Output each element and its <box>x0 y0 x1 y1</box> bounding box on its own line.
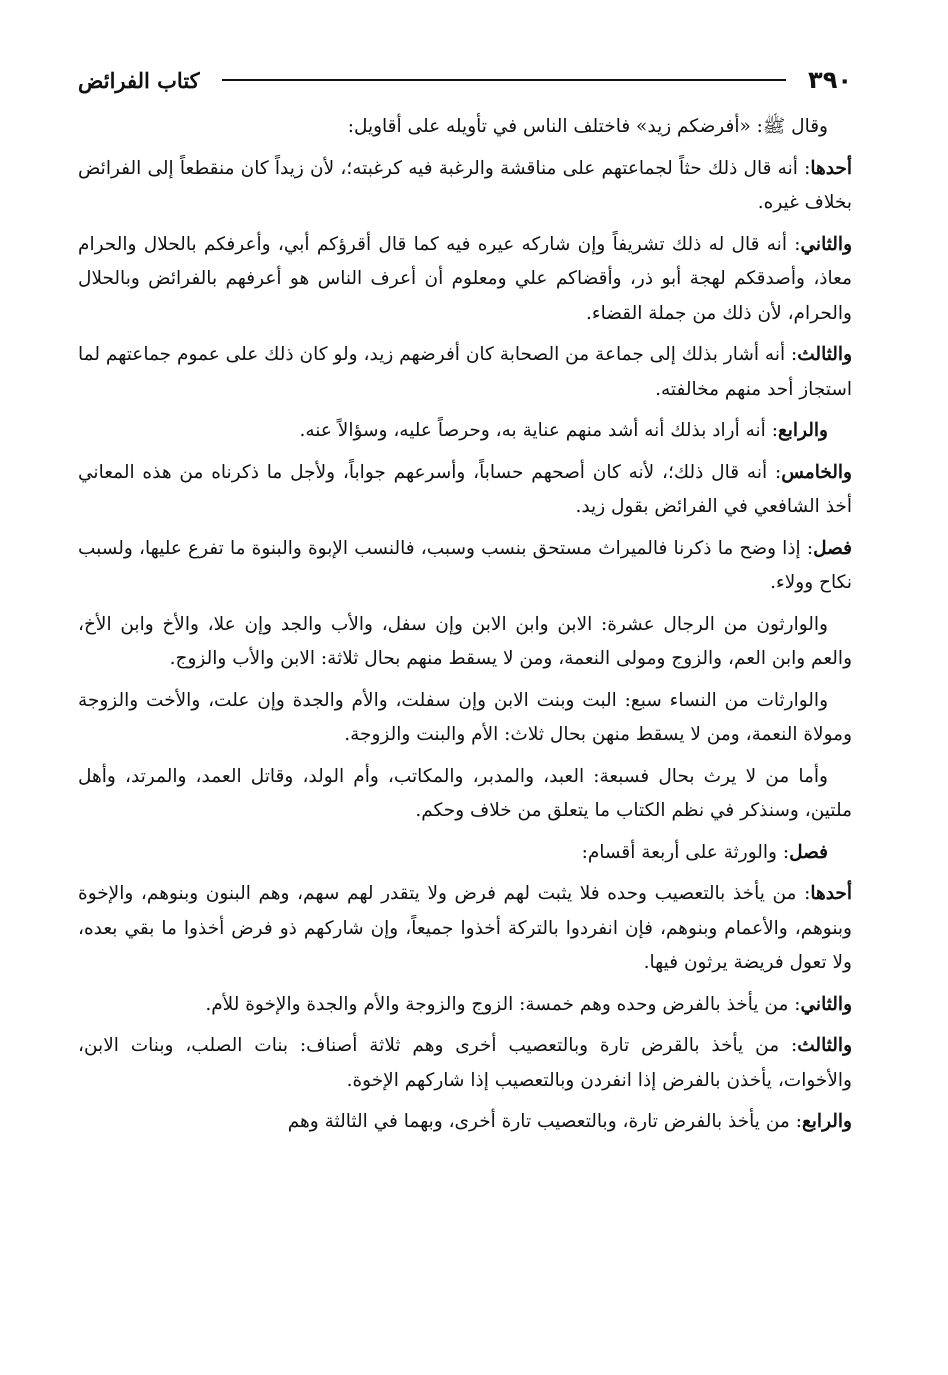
paragraph <box>78 456 852 525</box>
paragraph-lead: والثالث <box>797 344 852 365</box>
paragraph-text: : من يأخذ بالقرض تارة وبالتعصيب أخرى وهم ثلاثة أصناف: بنات الصلب، وبنات الابن، والأخوات، يأخذن بالفرض إذا انفردن وبالتعصيب إذا شاركهم الإخوة. <box>78 1035 852 1091</box>
paragraph <box>78 1105 852 1140</box>
paragraph <box>78 684 852 753</box>
paragraph-text: : أنه أشار بذلك إلى جماعة من الصحابة كان أفرضهم زيد، ولو كان ذلك على عموم جماعتهم لما استجاز أحد منهم مخالفته. <box>78 344 852 400</box>
paragraph-lead: والرابع <box>801 1111 852 1132</box>
paragraph-text: : من يأخذ بالتعصيب وحده فلا يثبت لهم فرض ولا يتقدر لهم سهم، وهم البنون وبنوهم، والإخوة وبنوهم، والأعمام وبنوهم، فإن انفردوا بالتركة أخذوا جميعاً، وإن شاركهم ذو فرض أخذوا ما بقي بعده، ولا تعول فريضة يرثون فيها. <box>78 883 852 973</box>
paragraph-lead: والخامس <box>781 461 852 483</box>
paragraph-text: : أنه قال ذلك حثاً لجماعتهم على مناقشة والرغبة فيه كرغبته؛، لأن زيداً كان منقطعاً إلى الفرائض بخلاف غيره. <box>78 157 852 213</box>
paragraph-text: والوارثات من النساء سبع: البت وبنت الابن وإن سفلت، والأم والجدة وإن علت، والأخت والزوجة ومولاة النعمة، ومن لا يسقط منهن بحال ثلاث: الأم والبنت والزوجة. <box>78 689 852 745</box>
page-header <box>78 58 852 102</box>
paragraph-text: : أنه أراد بذلك أنه أشد منهم عناية به، وحرصاً عليه، وسؤالاً عنه. <box>299 420 778 441</box>
paragraph-text: : من يأخذ بالفرض تارة، وبالتعصيب تارة أخرى، وبهما في الثالثة وهم <box>287 1111 802 1132</box>
paragraph <box>78 338 852 407</box>
paragraph-text: والوارثون من الرجال عشرة: الابن وابن الابن وإن سفل، والأب والجد وإن علا، والأخ وابن الأخ، والعم وابن العم، والزوج ومولى النعمة، ومن لا يسقط منهم بحال ثلاثة: الابن والأب والزوج. <box>78 613 852 669</box>
paragraph-text: : إذا وضح ما ذكرنا فالميراث مستحق بنسب وسبب، فالنسب الإبوة والبنوة ما تفرع عليها، ولسبب نكاح وولاء. <box>78 537 852 593</box>
paragraph-lead: أحدها <box>810 883 852 904</box>
paragraph <box>78 228 852 332</box>
running-title: كتاب الفرائض <box>78 67 200 93</box>
paragraph <box>78 760 852 829</box>
paragraph-lead: والرابع <box>777 420 828 441</box>
paragraph <box>78 110 852 145</box>
paragraph <box>78 532 852 601</box>
paragraph <box>78 414 852 449</box>
paragraph <box>78 1029 852 1098</box>
paragraph-text: وأما من لا يرث بحال فسبعة: العبد، والمدبر، والمكاتب، وأم الولد، وقاتل العمد، والمرتد، وأهل ملتين، وسنذكر في نظم الكتاب ما يتعلق من خلاف وحكم. <box>78 765 852 821</box>
paragraph <box>78 877 852 981</box>
paragraph-text: : والورثة على أربعة أقسام: <box>581 841 790 863</box>
paragraph <box>78 152 852 221</box>
paragraph-lead: أحدها <box>810 157 852 179</box>
paragraph-text: : من يأخذ بالفرض وحده وهم خمسة: الزوج والزوجة والأم والجدة والإخوة للأم. <box>205 993 801 1015</box>
page-body <box>78 110 852 1140</box>
paragraph-text: وقال ﷺ: «أفرضكم زيد» فاختلف الناس في تأويله على أقاويل: <box>347 116 828 137</box>
paragraph <box>78 988 852 1023</box>
paragraph <box>78 836 852 871</box>
paragraph-lead: فصل <box>789 841 828 863</box>
paragraph-text: : أنه قال ذلك؛، لأنه كان أصحهم حساباً، وأسرعهم جواباً، ولأجل ما ذكرناه من هذه المعاني أخذ الشافعي في الفرائض بقول زيد. <box>78 461 852 517</box>
paragraph-text: : أنه قال له ذلك تشريفاً وإن شاركه عيره فيه كما قال أقرؤكم أبي، وأعرفكم بالحلال والحرام معاذ، وأصدقكم لهجة أبو ذر، وأقضاكم علي ومعلوم أن أعرف الناس هو أعرفهم بالفرائض وبالحلال والحرام، لأن ذلك من جملة القضاء. <box>78 233 852 324</box>
paragraph-lead: والثاني <box>800 233 852 255</box>
page-number: ٣٩٠ <box>808 66 852 94</box>
paragraph-lead: والثاني <box>800 993 852 1015</box>
paragraph <box>78 608 852 677</box>
header-rule <box>222 79 786 81</box>
paragraph-lead: فصل <box>813 537 852 559</box>
paragraph-lead: والثالث <box>797 1035 852 1056</box>
